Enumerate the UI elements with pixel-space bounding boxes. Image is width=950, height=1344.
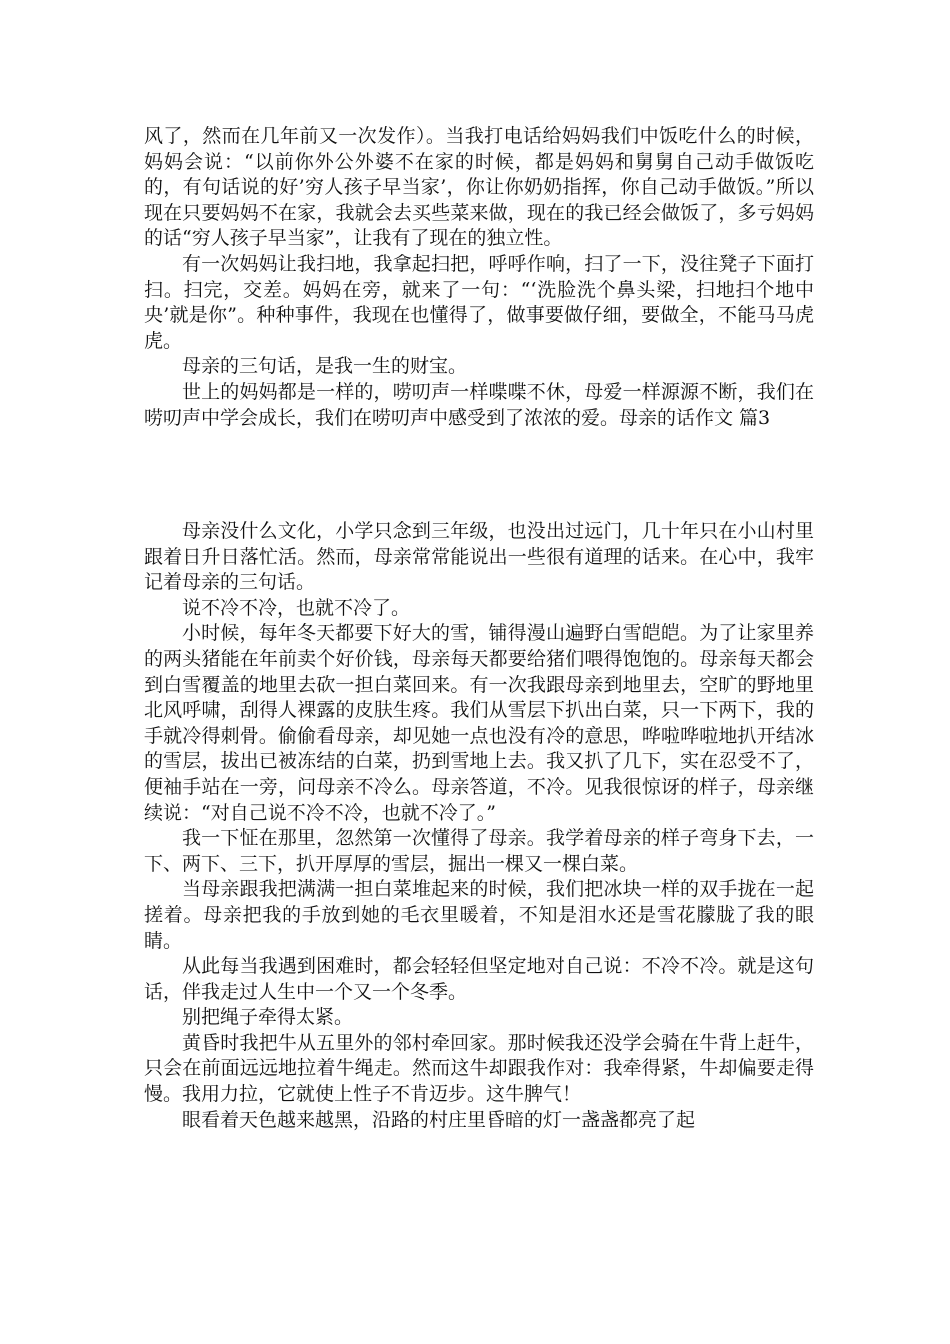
paragraph: 说不冷不冷，也就不冷了。 (182, 596, 411, 619)
paragraph: 母亲的三句话，是我一生的财宝。 (182, 355, 468, 378)
text-section-2 (144, 519, 814, 1133)
paragraph: 从此每当我遇到困难时，都会轻轻但坚定地对自己说：不冷不冷。就是这句话，伴我走过人生中一个又一个冬季。 (144, 955, 814, 1003)
paragraph: 我一下怔在那里，忽然第一次懂得了母亲。我学着母亲的样子弯身下去，一下、两下、三下，扒开厚厚的雪层，掘出一棵又一棵白菜。 (144, 827, 814, 875)
paragraph-text: 世上的妈妈都是一样的，唠叨声一样喋喋不休，母爱一样源源不断，我们在唠叨声中学会成长，我们在唠叨声中感受到了浓浓的爱。 (144, 380, 814, 429)
paragraph-with-heading (144, 380, 814, 431)
paragraph: 当母亲跟我把满满一担白菜堆起来的时候，我们把冰块一样的双手拢在一起搓着。母亲把我的手放到她的毛衣里暖着，不知是泪水还是雪花朦胧了我的眼睛。 (144, 878, 814, 952)
paragraph: 母亲没什么文化，小学只念到三年级，也没出过远门，几十年只在小山村里跟着日升日落忙活。然而，母亲常常能说出一些很有道理的话来。在心中，我牢记着母亲的三句话。 (144, 520, 814, 594)
paragraph: 有一次妈妈让我扫地，我拿起扫把，呼呼作响，扫了一下，没往凳子下面打扫。扫完，交差。妈妈在旁，就来了一句：“‘洗脸洗个鼻头梁，扫地扫个地中央’就是你”。种种事件，我现在也懂得了，做事要做仔细，要做全，不能马马虎虎。 (144, 252, 814, 352)
paragraph: 别把绳子牵得太紧。 (182, 1006, 354, 1029)
paragraph: 黄昏时我把牛从五里外的邻村牵回家。那时候我还没学会骑在牛背上赶牛，只会在前面远远地拉着牛绳走。然而这牛却跟我作对：我牵得紧，牛却偏要走得慢。我用力拉，它就使上性子不肯迈步。这牛脾气！ (144, 1031, 814, 1106)
paragraph: 风了，然而在几年前又一次发作）。当我打电话给妈妈我们中饭吃什么的时候，妈妈会说：“以前你外公外婆不在家的时候，都是妈妈和舅舅自己动手做饭吃的，有句话说的好’穷人孩子早当家’，你让你奶奶指挥，你自己动手做饭。”所以现在只要妈妈不在家，我就会去买些菜来做，现在的我已经会做饭了，多亏妈妈的话“穷人孩子早当家”，让我有了现在的独立性。 (144, 125, 814, 250)
text-section-1 (144, 124, 814, 431)
paragraph: 小时候，每年冬天都要下好大的雪，铺得漫山遍野白雪皑皑。为了让家里养的两头猪能在年前卖个好价钱，母亲每天都要给猪们喂得饱饱的。母亲每天都会到白雪覆盖的地里去砍一担白菜回来。有一次我跟母亲到地里去，空旷的野地里北风呼啸，刮得人裸露的皮肤生疼。我们从雪层下扒出白菜，只一下两下，我的手就冷得刺骨。偷偷看母亲，却见她一点也没有冷的意思，哗啦哗啦地扒开结冰的雪层，拔出已被冻结的白菜，扔到雪地上去。我又扒了几下，实在忍受不了，便袖手站在一旁，问母亲不冷么。母亲答道，不冷。见我很惊讶的样子，母亲继续说：“对自己说不冷不冷，也就不冷了。” (144, 622, 814, 824)
paragraph: 眼看着天色越来越黑，沿路的村庄里昏暗的灯一盏盏都亮了起 (182, 1108, 696, 1131)
article-heading: 母亲的话作文 篇3 (619, 406, 771, 429)
